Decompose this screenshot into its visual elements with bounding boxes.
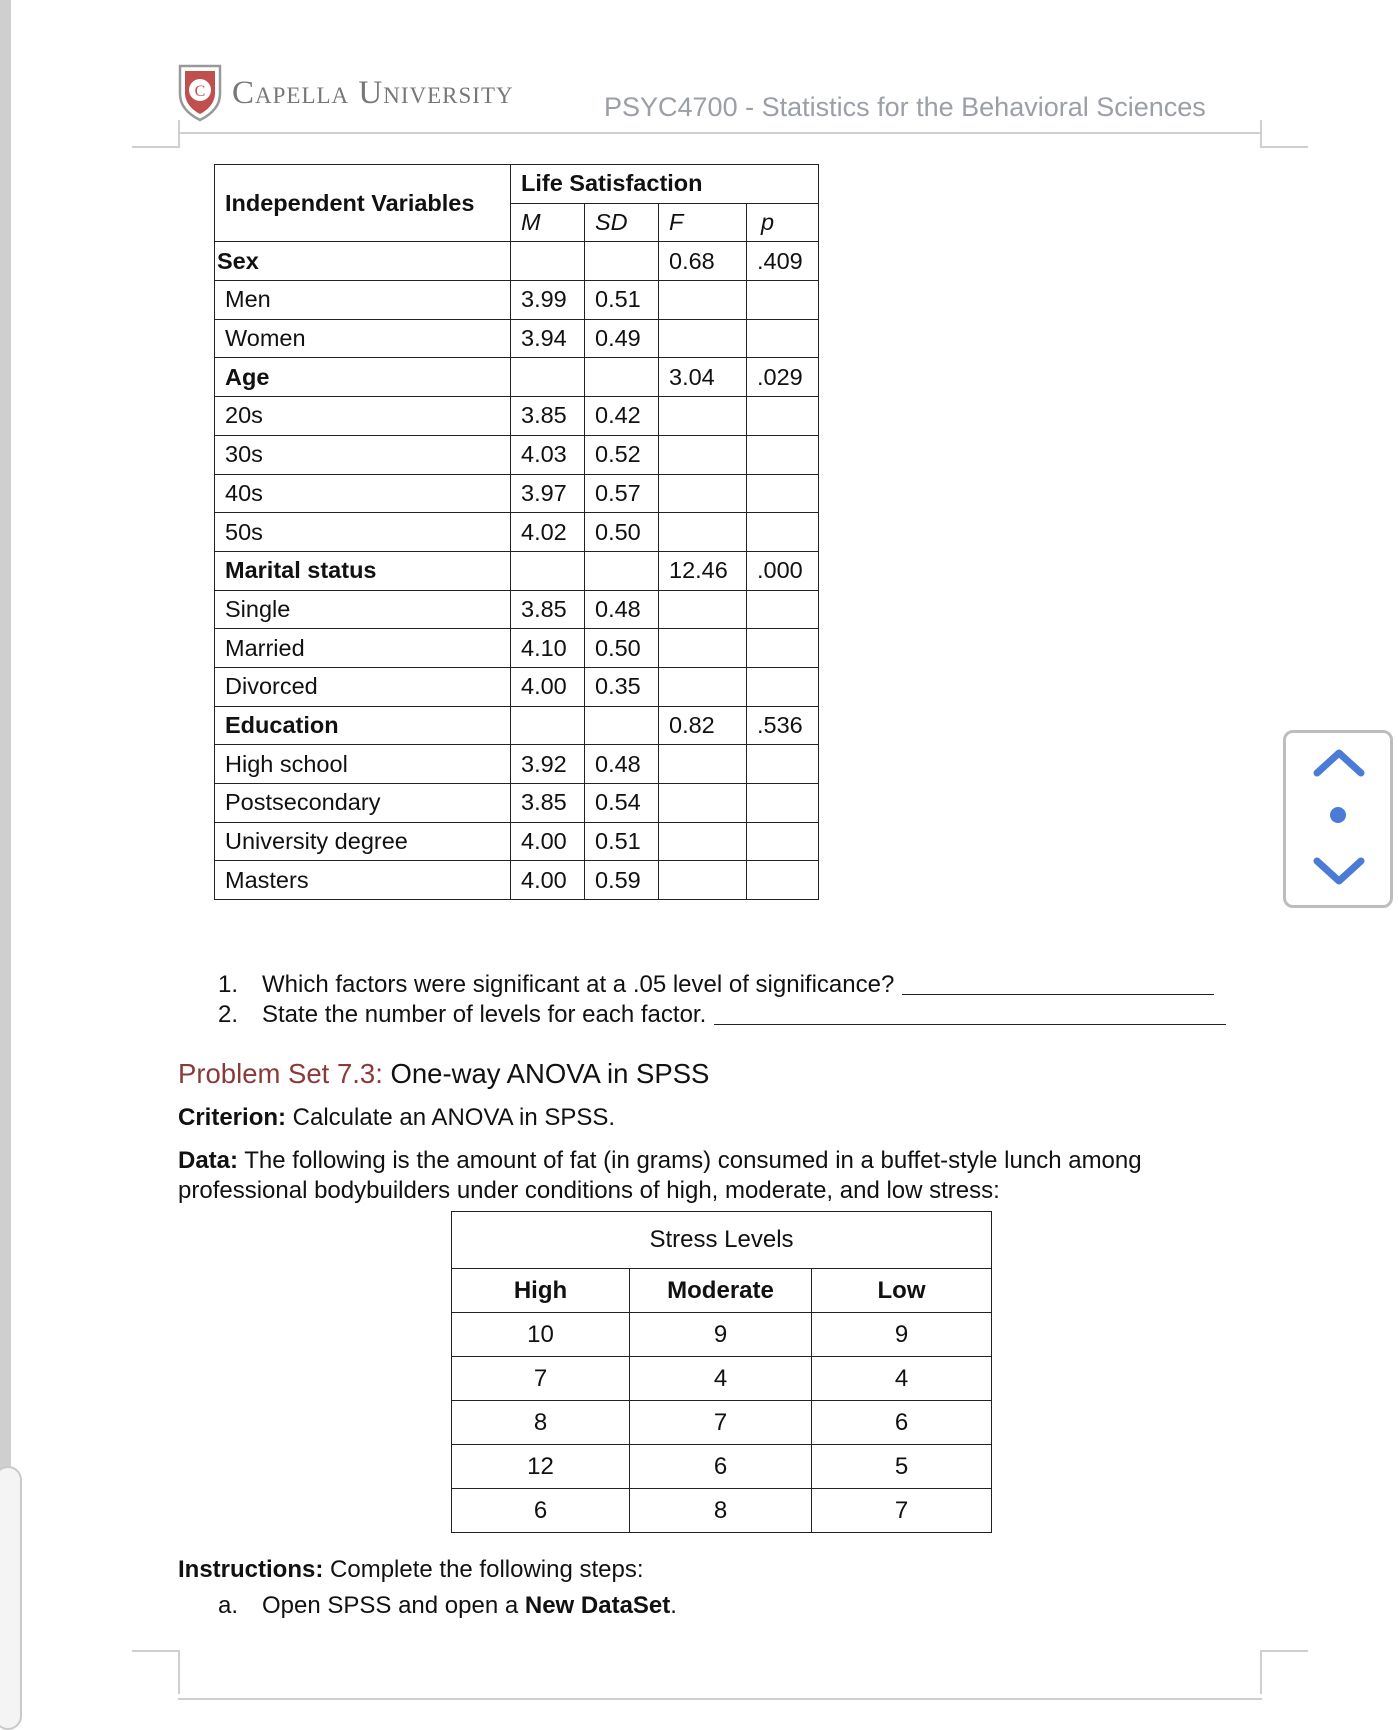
row-label: Men [215,281,511,320]
cell-sd: 0.52 [585,435,659,474]
problem-set-heading [178,1058,709,1090]
stress-levels-caption: Stress Levels [452,1212,992,1269]
step-letter: a. [218,1592,239,1619]
row-label: University degree [215,822,511,861]
cell-mean: 3.85 [511,397,585,436]
current-position-dot-icon[interactable] [1330,807,1346,823]
table-row [215,745,819,784]
cell-sd: 0.51 [585,281,659,320]
crop-mark-tl [132,146,178,148]
cell-sd [585,706,659,745]
row-label: Marital status [215,551,511,590]
header-life-satisfaction: Life Satisfaction [511,165,819,204]
left-side-tab[interactable] [0,1466,22,1730]
cell-low: 7 [812,1489,992,1533]
table-row [452,1313,992,1357]
row-label: Education [215,706,511,745]
cell-low: 5 [812,1445,992,1489]
cell-sd: 0.57 [585,474,659,513]
cell-sd [585,242,659,281]
header-p: p [747,203,819,242]
table-row [215,706,819,745]
row-label: Age [215,358,511,397]
cell-mean: 4.03 [511,435,585,474]
table-row [215,629,819,668]
life-satisfaction-table [214,164,819,900]
table-row [215,474,819,513]
cell-mean: 4.00 [511,667,585,706]
cell-p [747,435,819,474]
instruction-step [218,1592,677,1620]
cell-sd: 0.51 [585,822,659,861]
table-row [215,667,819,706]
header-rule [178,132,1262,134]
problem-set-title: One-way ANOVA in SPSS [390,1058,710,1089]
crop-mark-bl-v [178,1650,180,1694]
answer-blank[interactable] [714,1000,1226,1025]
step-text: Open SPSS and open a [262,1592,525,1619]
cell-sd: 0.48 [585,590,659,629]
cell-mean: 4.00 [511,822,585,861]
cell-f [659,667,747,706]
question-list [218,970,1226,1030]
table-row [215,513,819,552]
question-text: Which factors were significant at a .05 level of significance? [262,971,895,998]
header-high: High [452,1269,630,1313]
cell-mean: 3.99 [511,281,585,320]
cell-sd: 0.42 [585,397,659,436]
capella-logo [178,64,514,122]
cell-high: 8 [452,1401,630,1445]
question-text: State the number of levels for each factor. [262,1001,707,1028]
cell-mean: 3.94 [511,319,585,358]
crop-mark-tl-v [178,120,180,148]
header-moderate: Moderate [630,1269,812,1313]
cell-mean: 3.85 [511,784,585,823]
cell-f [659,513,747,552]
answer-blank[interactable] [902,970,1214,995]
cell-high: 7 [452,1357,630,1401]
cell-sd: 0.35 [585,667,659,706]
cell-p [747,590,819,629]
instructions [178,1556,644,1584]
table-row [215,435,819,474]
cell-f: 0.68 [659,242,747,281]
data-text: The following is the amount of fat (in grams) consumed in a buffet-style lunch among professional bodybuilders under conditions of high, moderate, and low stress: [178,1147,1142,1204]
cell-sd [585,551,659,590]
cell-p [747,745,819,784]
table-row [215,281,819,320]
cell-mean: 3.85 [511,590,585,629]
cell-f [659,281,747,320]
cell-mean: 4.02 [511,513,585,552]
cell-low: 6 [812,1401,992,1445]
table-row [452,1489,992,1533]
row-label: Single [215,590,511,629]
chevron-up-icon[interactable] [1312,745,1366,779]
row-label: 20s [215,397,511,436]
crop-mark-tr-v [1260,120,1262,148]
row-label: Sex [215,242,511,281]
table-row [215,822,819,861]
problem-set-number: Problem Set 7.3 [178,1058,376,1089]
row-label: Women [215,319,511,358]
crop-mark-tr [1262,146,1308,148]
table-row [215,590,819,629]
cell-low: 9 [812,1313,992,1357]
cell-p: .409 [747,242,819,281]
cell-p [747,629,819,668]
cell-p: .029 [747,358,819,397]
cell-moderate: 7 [630,1401,812,1445]
cell-p: .000 [747,551,819,590]
table-row [452,1445,992,1489]
page-navigation-widget [1283,730,1393,908]
cell-p [747,397,819,436]
cell-f [659,590,747,629]
cell-sd: 0.48 [585,745,659,784]
question-item [218,1000,1226,1030]
criterion-text: Calculate an ANOVA in SPSS. [292,1104,616,1131]
question-number: 2. [218,1001,239,1028]
capella-shield-icon [178,64,222,122]
university-name: Capella University [232,74,514,111]
row-label: High school [215,745,511,784]
cell-mean: 4.10 [511,629,585,668]
cell-sd: 0.50 [585,513,659,552]
criterion [178,1104,615,1132]
cell-f [659,861,747,900]
header-sd: SD [585,203,659,242]
cell-sd: 0.59 [585,861,659,900]
cell-high: 10 [452,1313,630,1357]
step-text-end: . [670,1592,677,1619]
cell-f: 0.82 [659,706,747,745]
crop-mark-bl [132,1650,178,1652]
cell-sd: 0.49 [585,319,659,358]
course-title: PSYC4700 - Statistics for the Behavioral Sciences [604,92,1206,122]
question-number: 1. [218,971,239,998]
table-row [215,861,819,900]
cell-p [747,784,819,823]
cell-mean: 3.92 [511,745,585,784]
cell-high: 12 [452,1445,630,1489]
row-label: Postsecondary [215,784,511,823]
row-label: 30s [215,435,511,474]
header-low: Low [812,1269,992,1313]
cell-p [747,474,819,513]
instructions-label: Instructions: [178,1556,324,1583]
cell-p [747,281,819,320]
instructions-text: Complete the following steps: [330,1556,644,1583]
cell-mean [511,242,585,281]
cell-moderate: 9 [630,1313,812,1357]
cell-sd [585,358,659,397]
svg-text:C: C [194,83,206,100]
crop-mark-br [1262,1650,1308,1652]
cell-p: .536 [747,706,819,745]
header-f: F [659,203,747,242]
chevron-down-icon[interactable] [1312,855,1366,889]
cell-low: 4 [812,1357,992,1401]
table-row [215,397,819,436]
table-row [215,242,819,281]
crop-mark-br-v [1260,1650,1262,1694]
cell-high: 6 [452,1489,630,1533]
cell-moderate: 4 [630,1357,812,1401]
cell-mean [511,358,585,397]
criterion-label: Criterion: [178,1104,286,1131]
cell-mean [511,706,585,745]
problem-set-colon: : [375,1058,383,1089]
table-row [215,551,819,590]
cell-f: 3.04 [659,358,747,397]
cell-p [747,822,819,861]
step-bold-text: New DataSet [524,1592,671,1619]
data-description [178,1146,1228,1206]
row-label: 50s [215,513,511,552]
cell-moderate: 8 [630,1489,812,1533]
cell-sd: 0.54 [585,784,659,823]
cell-p [747,667,819,706]
row-label: Married [215,629,511,668]
cell-f [659,784,747,823]
cell-f [659,397,747,436]
cell-f [659,474,747,513]
cell-f: 12.46 [659,551,747,590]
table-row [215,784,819,823]
data-label: Data: [178,1147,239,1174]
question-item [218,970,1226,1000]
cell-p [747,513,819,552]
cell-sd: 0.50 [585,629,659,668]
cell-moderate: 6 [630,1445,812,1489]
cell-f [659,745,747,784]
table-row [215,358,819,397]
cell-mean [511,551,585,590]
header-independent-variables: Independent Variables [215,165,511,242]
table-row [452,1401,992,1445]
cell-f [659,629,747,668]
cell-f [659,435,747,474]
footer-rule [178,1698,1262,1700]
table-row [215,319,819,358]
cell-p [747,861,819,900]
cell-mean: 3.97 [511,474,585,513]
header-m: M [511,203,585,242]
cell-p [747,319,819,358]
row-label: Masters [215,861,511,900]
row-label: Divorced [215,667,511,706]
left-scroll-rail [0,0,11,1706]
row-label: 40s [215,474,511,513]
table-row [452,1357,992,1401]
stress-levels-table [451,1211,992,1533]
cell-f [659,822,747,861]
cell-mean: 4.00 [511,861,585,900]
cell-f [659,319,747,358]
